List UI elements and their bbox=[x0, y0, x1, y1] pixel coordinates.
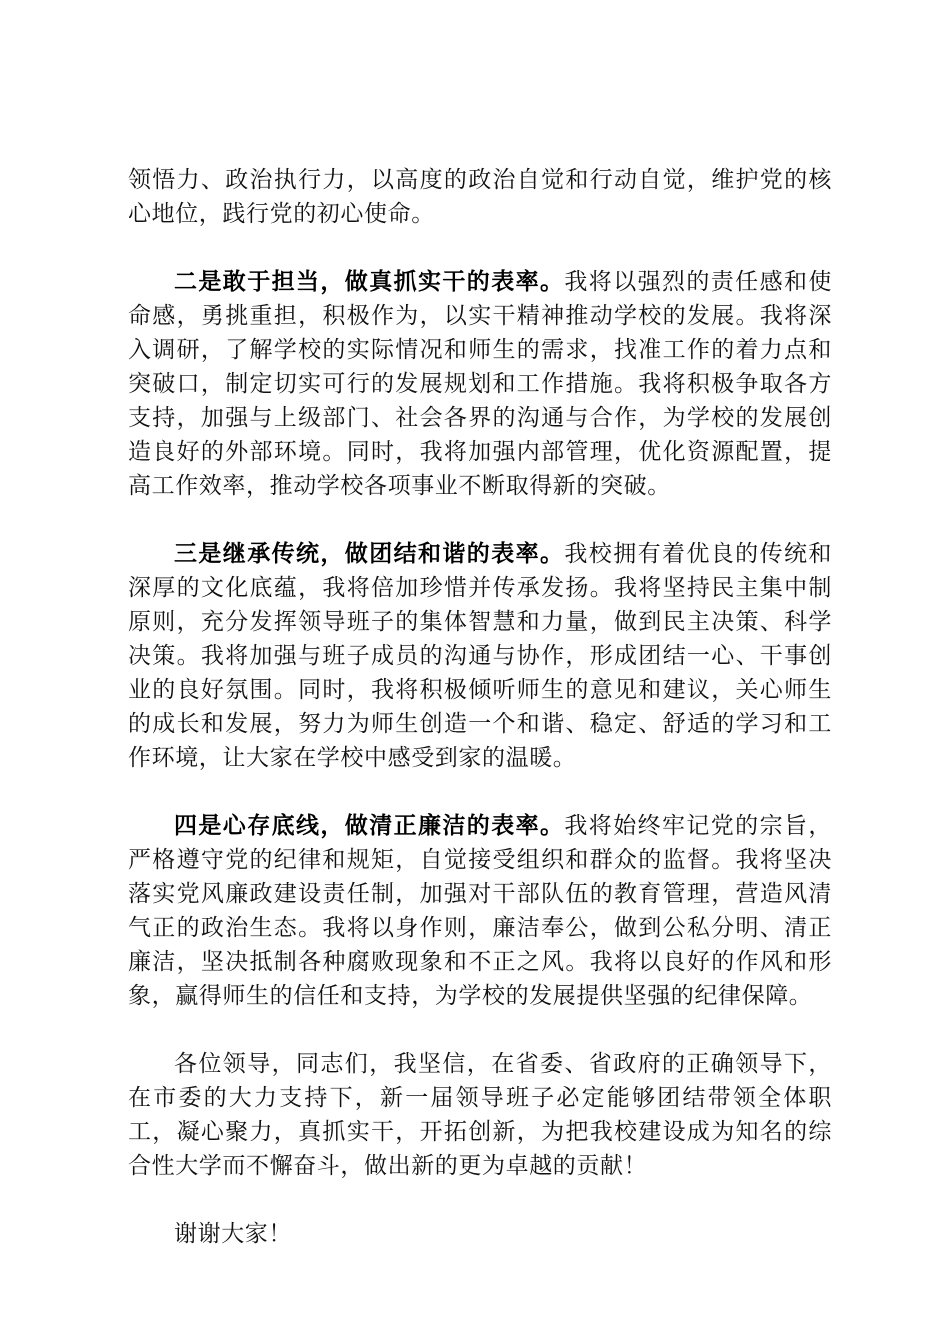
document-body bbox=[128, 163, 832, 1251]
paragraph-point-three bbox=[128, 537, 832, 775]
paragraph-text: 我将以强烈的责任感和使命感，勇挑重担，积极作为，以实干精神推动学校的发展。我将深入调研，了解学校的实际情况和师生的需求，找准工作的着力点和突破口，制定切实可行的发展规划和工作措施。我将积极争取各方支持，加强与上级部门、社会各界的沟通与合作，为学校的发展创造良好的外部环境。同时，我将加强内部管理，优化资源配置，提高工作效率，推动学校各项事业不断取得新的突破。 bbox=[128, 269, 832, 499]
paragraph-lead: 三是继承传统，做团结和谐的表率。 bbox=[174, 541, 565, 567]
paragraph-text: 我将始终牢记党的宗旨，严格遵守党的纪律和规矩，自觉接受组织和群众的监督。我将坚决落实党风廉政建设责任制，加强对干部队伍的教育管理，营造风清气正的政治生态。我将以身作则，廉洁奉公，做到公私分明、清正廉洁，坚决抵制各种腐败现象和不正之风。我将以良好的作风和形象，赢得师生的信任和支持，为学校的发展提供坚强的纪律保障。 bbox=[128, 813, 832, 1009]
paragraph-text: 我校拥有着优良的传统和深厚的文化底蕴，我将倍加珍惜并传承发扬。我将坚持民主集中制原则，充分发挥领导班子的集体智慧和力量，做到民主决策、科学决策。我将加强与班子成员的沟通与协作，形成团结一心、干事创业的良好氛围。同时，我将积极倾听师生的意见和建议，关心师生的成长和发展，努力为师生创造一个和谐、稳定、舒适的学习和工作环境，让大家在学校中感受到家的温暖。 bbox=[128, 541, 832, 771]
closing-remark: 谢谢大家！ bbox=[174, 1221, 292, 1247]
paragraph-text: 各位领导，同志们，我坚信，在省委、省政府的正确领导下，在市委的大力支持下，新一届领导班子必定能够团结带领全体职工，凝心聚力，真抓实干，开拓创新，为把我校建设成为知名的综合性大学而不懈奋斗，做出新的更为卓越的贡献！ bbox=[128, 1051, 832, 1179]
paragraph-point-four bbox=[128, 809, 832, 1013]
paragraph-continuation bbox=[128, 163, 832, 231]
paragraph-text: 领悟力、政治执行力，以高度的政治自觉和行动自觉，维护党的核心地位，践行党的初心使命。 bbox=[128, 167, 832, 227]
paragraph-lead: 四是心存底线，做清正廉洁的表率。 bbox=[174, 813, 565, 839]
paragraph-conclusion bbox=[128, 1047, 832, 1183]
paragraph-point-two bbox=[128, 265, 832, 503]
paragraph-lead: 二是敢于担当，做真抓实干的表率。 bbox=[174, 269, 565, 295]
